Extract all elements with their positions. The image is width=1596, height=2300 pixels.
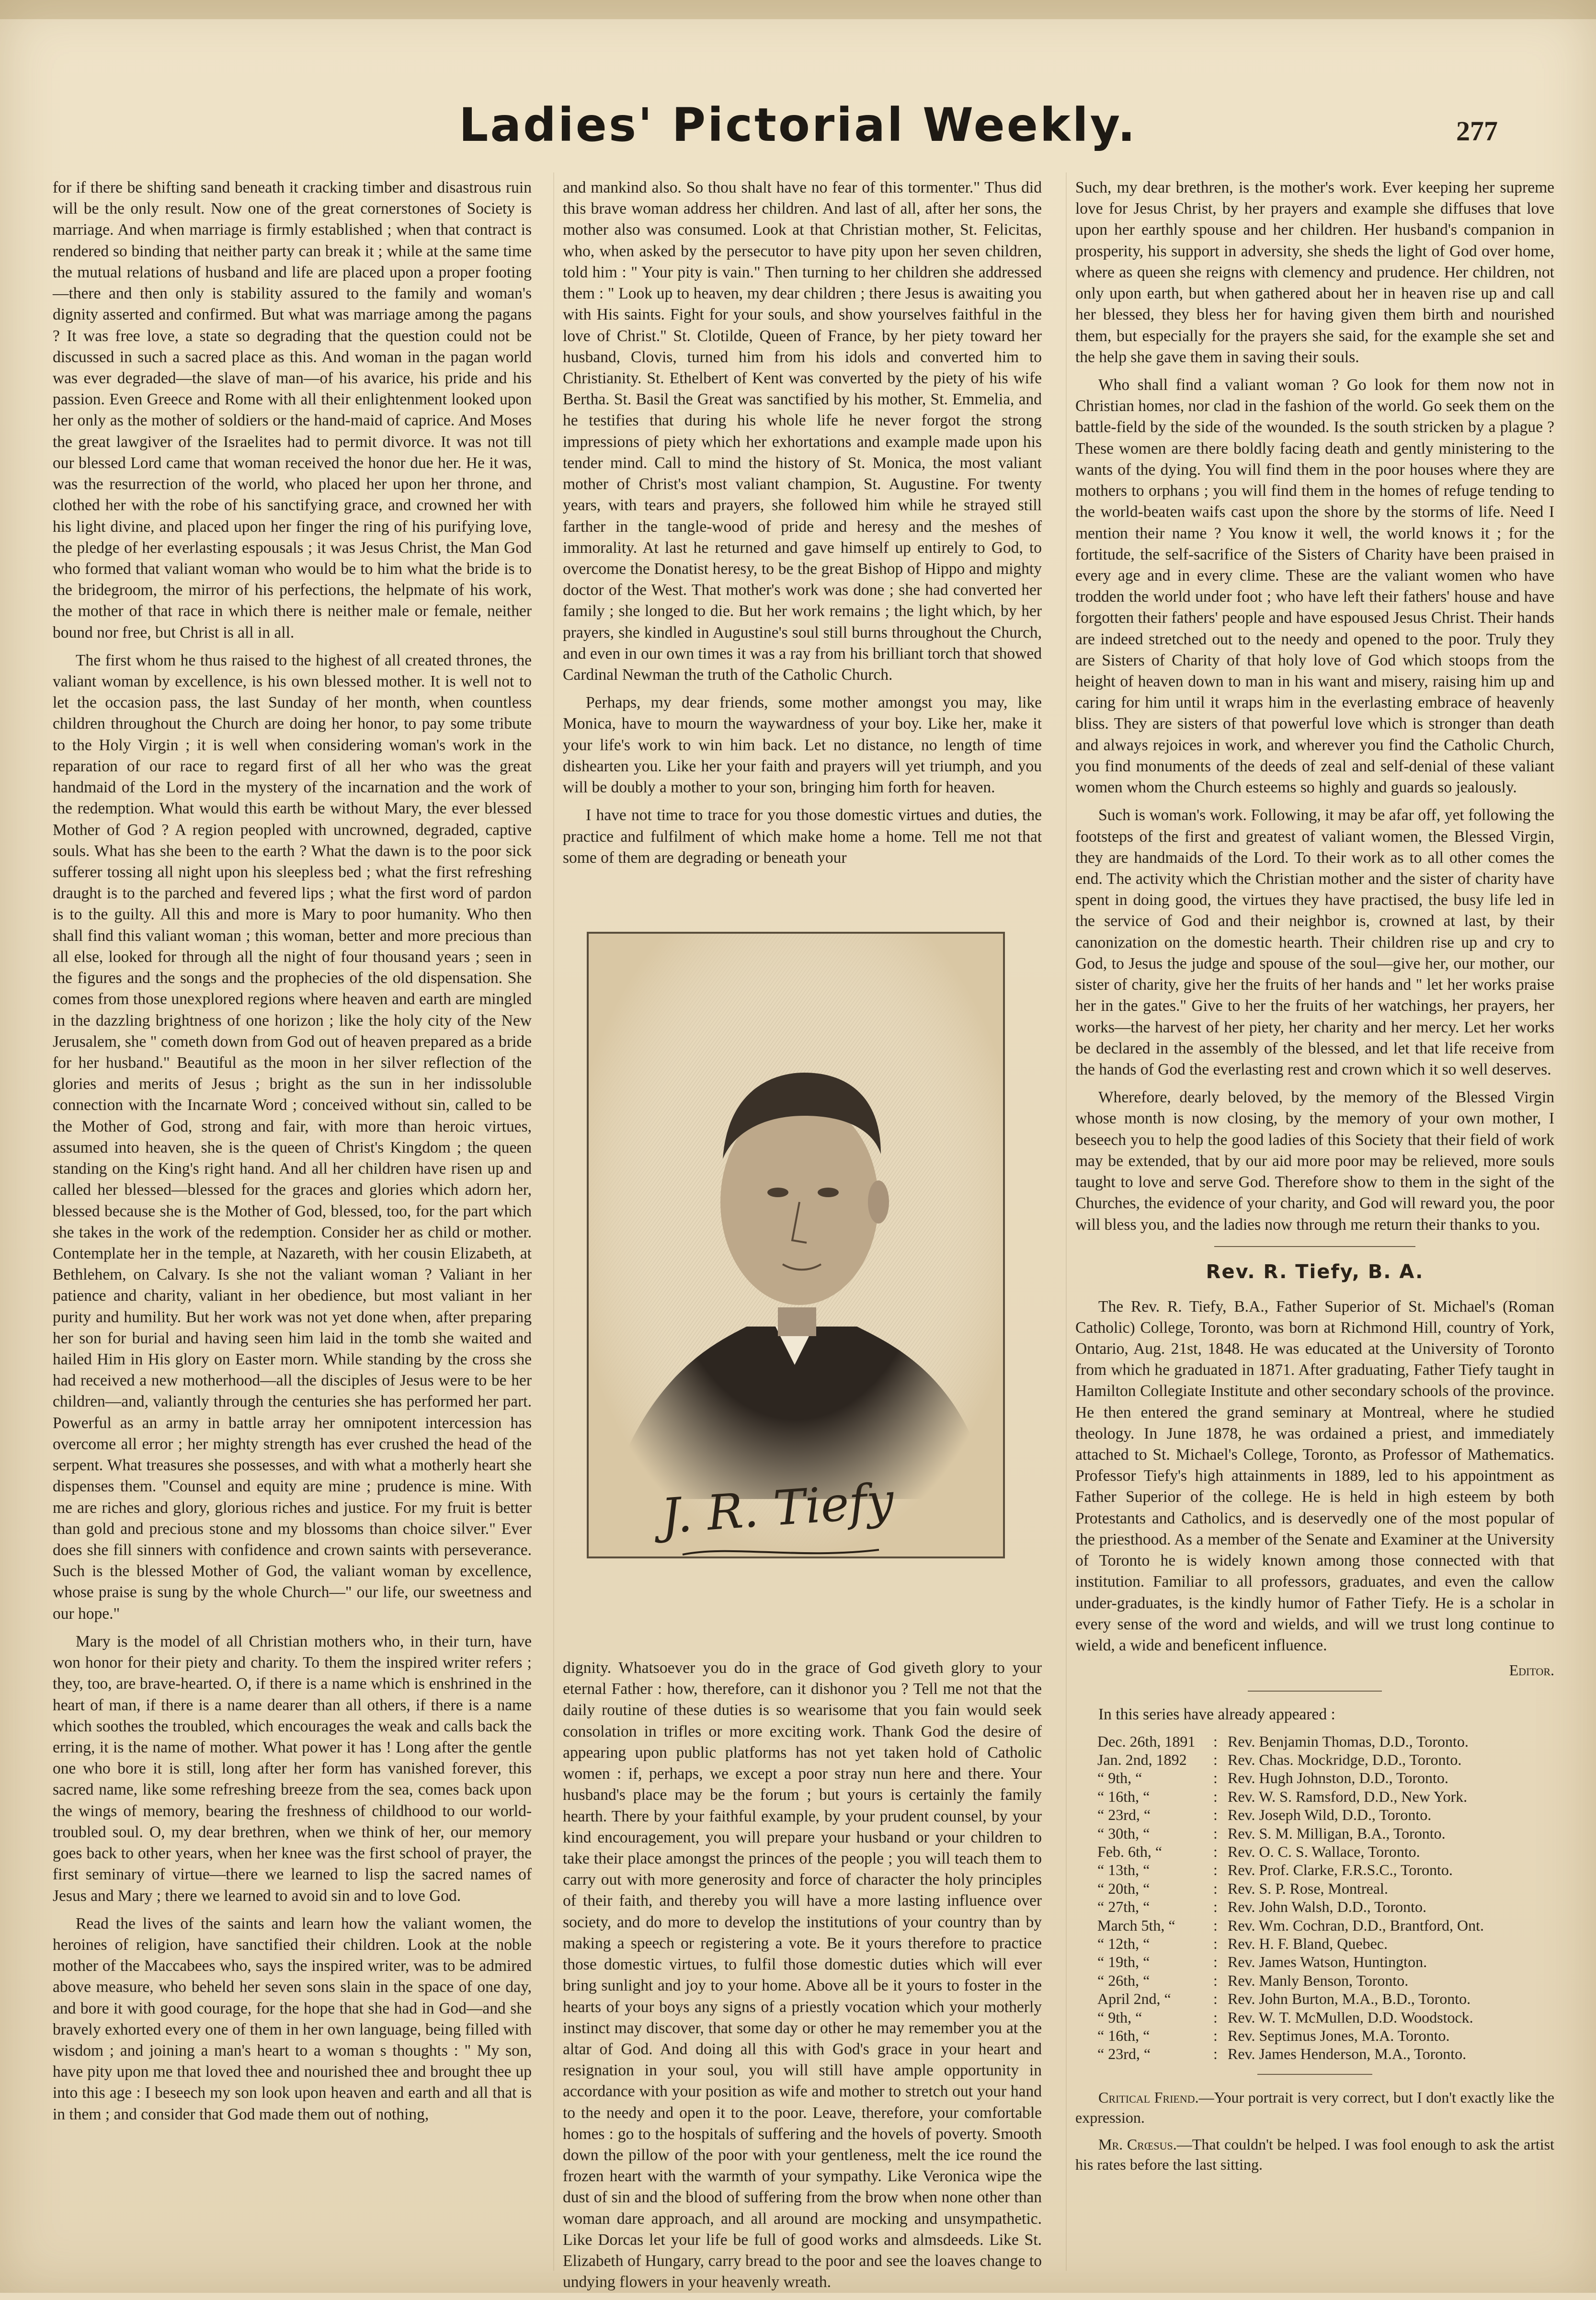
series-date: Feb. 6th, “ — [1097, 1843, 1163, 1861]
series-name: Rev. W. T. McMullen, D.D. Woodstock. — [1228, 2008, 1473, 2026]
series-separator: : — [1213, 2045, 1218, 2063]
paragraph: dignity. Whatsoever you do in the grace of God giveth glory to your eternal Father : how, therefore, can it dishonor you ? Tell me not that the daily routine of these duties is so wearisome that you fain would seek consolation in trifles or more exciting work. Thank God the desire of appearing upon public platforms has not yet taken hold of Catholic women : if, perhaps, we except a poor stray nun here and there. Your husband's place may be the forum ; but yours is certainly the family hearth. There by your faithful example, by your prudent counsel, by your kind encouragement, you will prepare your husband or your children to take their place amongst the princes of the people ; you will teach them to carry out with more generosity and force of character the holy principles of their faith, and thereby you will have a more lasting influence over society, and do more to develop the institutions of your country than by making a speech or registering a vote. Be it yours therefore to practice those domestic virtues, to fulfil those domestic duties which will ever bring sunlight and joy to your home. Above all be it yours to foster in the hearts of your boys any signs of a priestly vocation which your motherly instinct may discover, that some day or other he may remember you at the altar of God. And doing all this with God's grace in your heart and resignation in your soul, you will still have ample opportunity in accordance with your position as wife and mother to stretch out your hand to the needy and open it to the poor. Leave, therefore, your comfortable homes : go to the hospitals of suffering and the hovels of poverty. Smooth down the pillow of the poor with your gentleness, melt the ice round the frozen heart with the warmth of your sympathy. Like Veronica wipe the dust of sin and the blood of suffering from the brow when none other than woman dare approach, and all around are mocking and unsympathetic. Like Dorcas let your life be full of good works and almsdeeds. Like St. Elizabeth of Hungary, carry bread to the poor and see the loaves change to undying flowers in your heavenly wreath. — [563, 1659, 1042, 2291]
column-right — [1075, 177, 1554, 2182]
series-name: Rev. Prof. Clarke, F.R.S.C., Toronto. — [1228, 1861, 1453, 1879]
series-separator: : — [1213, 1953, 1218, 1971]
series-name: Rev. John Burton, M.A., B.D., Toronto. — [1228, 1990, 1471, 2008]
series-row — [1094, 1861, 1540, 1879]
series-row — [1094, 1879, 1540, 1898]
series-date: “ 26th, “ — [1097, 1971, 1150, 1989]
series-row — [1094, 1769, 1540, 1787]
paragraph: Mary is the model of all Christian mothers who, in their turn, have won honor for their piety and charity. To them the inspired writer refers ; they, too, are brave-hearted. O, if there is a name which is enshrined in the heart of man, if there is a name dearer than all others, if there is a name which soothes the troubled, which encourages the weak and calls back the erring, it is the name of mother. What power it has ! Long after the gentle one who bore it is still, long after her form has vanished forever, this sacred name, like some refreshing breeze from the sea, comes back upon the wings of memory, bearing the freshness of childhood to our world-troubled soul. O, my dear brethren, when we think of her, our memory goes back to other years, when her knee was the first school of prayer, the first seminary of virtue—there we learned to lisp the sacred names of Jesus and Mary ; there we learned to avoid sin and to love God. — [53, 1632, 532, 1905]
paragraph: I have not time to trace for you those domestic virtues and duties, the practice and fulfilment of which make home a home. Tell me not that some of them are degrading or beneath your — [563, 806, 1042, 867]
paragraph: Who shall find a valiant woman ? Go look for them now not in Christian homes, nor clad in the fashion of the world. Go seek them on the battle-field by the side of the wounded. Is the south stricken by a plague ? These women are there boldly facing death and gently ministering to the wants of the dying. You will find them in the poor houses where they are mothers to orphans ; you will find them in the homes of refuge tending to the world-beaten waifs cast upon the shore by the storms of life. Need I mention their name ? You know it well, the world knows it ; for the fortitude, the self-sacrifice of the Sisters of Charity have been praised in every age and in every clime. These are the valiant women who have trodden the world under foot ; who have left their fathers' house and have forgotten their fathers' people and have espoused Jesus Christ. Their hands are indeed stretched out to the needy and opened to the poor. Truly they are Sisters of Charity of that holy love of God which stoops from the height of heaven down to man in his want and misery, raising him up and caring for him until it wraps him in the everlasting embrace of heavenly bliss. They are sisters of that powerful love which is stronger than death and always rejoices in work, and wherever you find the Catholic Church, you find monuments of the deeds of zeal and self-denial of these valiant women whom the Church esteems so highly and guards so jealously. — [1075, 376, 1554, 797]
portrait-signature: J. R. Tiefy — [659, 1472, 896, 1545]
paragraph: and mankind also. So thou shalt have no fear of this tormenter." Thus did this brave woman address her children. And last of all, after her sons, the mother also was consumed. Look at that Christian mother, St. Felicitas, who, when asked by the persecutor to have pity upon her seven children, told him : " Your pity is vain." Then turning to her children she addressed them : " Look up to heaven, my dear children ; there Jesus is awaiting you with His saints. Fight for your souls, and show yourselves faithful in the love of Christ." St. Clotilde, Queen of France, by her piety toward her husband, Clovis, turned him from his idols and converted him to Christianity. St. Ethelbert of Kent was converted by the piety of his wife Bertha. St. Basil the Great was sanctified by his mother, St. Emmelia, and he testifies that during his whole life he never forgot the strong impressions of piety which her exhortations and example made upon his tender mind. Call to mind the history of St. Monica, the most valiant mother of Christ's most valiant champion, St. Augustine. For twenty years, with tears and prayers, she followed him while he strayed still farther in the tangle-wood of pride and heresy and the meshes of immorality. At last he returned and gave himself up entirely to God, to overcome the Donatist heresy, to be the great Bishop of Hippo and mighty doctor of the West. That mother's work was done ; she had converted her family ; she longed to die. But her work remains ; the light which, by her prayers, she kindled in Augustine's soul still burns throughout the Church, and even in our own times it was a ray from his brilliant torch that showed Cardinal Newman the truth of the Catholic Church. — [563, 179, 1042, 684]
portrait-engraving — [587, 932, 1005, 1558]
signature-flourish — [680, 1543, 881, 1562]
series-date: “ 16th, “ — [1097, 1787, 1150, 1805]
series-name: Rev. James Henderson, M.A., Toronto. — [1228, 2045, 1467, 2063]
series-separator: : — [1213, 1879, 1218, 1897]
series-date: “ 12th, “ — [1097, 1934, 1150, 1952]
series-row — [1094, 1916, 1540, 1934]
section-divider — [1257, 2074, 1372, 2075]
column-left — [53, 177, 532, 2132]
series-row — [1094, 1990, 1540, 2008]
column-rule — [553, 172, 554, 2271]
series-name: Rev. Wm. Cochran, D.D., Brantford, Ont. — [1228, 1916, 1484, 1934]
masthead-title: Ladies' Pictorial Weekly. — [459, 98, 1137, 152]
series-name: Rev. S. P. Rose, Montreal. — [1228, 1879, 1388, 1897]
series-date: “ 30th, “ — [1097, 1824, 1150, 1842]
bio-paragraph: The Rev. R. Tiefy, B.A., Father Superior of St. Michael's (Roman Catholic) College, Toronto, was born at Richmond Hill, country of York, Ontario, Aug. 21st, 1848. He was educated at the University of Toronto from which he graduated in 1871. After graduating, Father Tiefy taught in Hamilton Collegiate Institute and other secondary schools of the province. He then entered the grand seminary at Montreal, where he studied theology. In June 1878, he was ordained a priest, and immediately attached to St. Michael's College, Toronto, as Professor of Mathematics. Professor Tiefy's high attainments in 1889, led to his appointment as Father Superior of the college. He is held in high esteem by both Protestants and Catholics, and is deservedly one of the most popular of the priesthood. As a member of the Senate and Examiner at the University of Toronto he is widely known among those connected with that institution. Familiar to all professors, graduates, and even the callow under-graduates, is the kindly humor of Father Tiefy. He is a scholar in every sense of the word and wields, and will we trust long continue to wield, a wide and beneficent influence. — [1075, 1297, 1554, 1655]
series-separator: : — [1213, 1916, 1218, 1934]
top-margin — [0, 0, 1596, 19]
page-number: 277 — [1456, 115, 1498, 147]
series-name: Rev. Joseph Wild, D.D., Toronto. — [1228, 1806, 1432, 1824]
series-name: Rev. W. S. Ramsford, D.D., New York. — [1228, 1787, 1468, 1805]
footnote-text: —Your portrait is very correct, but I don't exactly like the expression. — [1075, 2088, 1555, 2126]
series-row — [1094, 1824, 1540, 1842]
series-date: Dec. 26th, 1891 — [1097, 1732, 1196, 1750]
series-separator: : — [1213, 1898, 1218, 1916]
series-date: “ 23rd, “ — [1097, 1806, 1151, 1824]
series-date: “ 13th, “ — [1097, 1861, 1150, 1879]
series-date: Jan. 2nd, 1892 — [1097, 1751, 1187, 1769]
series-date: “ 16th, “ — [1097, 2026, 1150, 2044]
paragraph: The first whom he thus raised to the highest of all created thrones, the valiant woman by excellence, is his own blessed mother. It is well not to let the occasion pass, the last Sunday of her month, when countless children throughout the Church are doing her honor, to pay some tribute to the Holy Virgin ; it is well when considering woman's work in the reparation of our race to regard first of all her who was the great handmaid of the Lord in the mystery of the incarnation and the work of the redemption. What would this earth be without Mary, the ever blessed Mother of God ? A region peopled with uncrowned, degraded, captive souls. What has she been to the earth ? What the dawn is to the poor sick sufferer tossing all night upon his sleepless bed ; what the first refreshing draught is to the parched and fevered lips ; what the first word of pardon is to the guilty. All this and more is Mary to poor humanity. Who then shall find this valiant woman ; this woman, better and more precious than all else, looked for through all the night of four thousand years ; seen in the figures and the songs and the prophecies of the old dispensation. She comes from those unexplored regions where heaven and earth are mingled in the dazzling brightness of one horizon ; like the holy city of the New Jerusalem, she " cometh down from God out of heaven prepared as a bride for her husband." Beautiful as the moon in her silver reflection of the glories and merits of Jesus ; bright as the sun in her indissoluble connection with the Incarnate Word ; conceived without sin, called to be the Mother of God, strong and fair, with more than heroic virtues, assumed into heaven, she is the queen of Christ's Kingdom ; the queen standing on the King's right hand. And all her children have risen up and called her blessed—blessed for the graces and glories which adorn her, blessed because she is the Mother of God, blessed, too, for the part which she takes in the work of the redemption. Consider her as child or mother. Contemplate her in the temple, at Nazareth, with her cousin Elizabeth, at Bethlehem, on Calvary. Is she not the valiant woman ? Valiant in her patience and charity, valiant in her obedience, but most valiant in her purity and humility. But her work was not yet done when, after preparing her son for burial and having seen him laid in the tomb she waited and hailed Him in His glory on Easter morn. While standing by the cross she had received a new motherhood—all the disciples of Jesus were to be her children—and, valiantly through the centuries she has performed her part. Powerful as an army in battle array her omnipotent intercession has overcome all error ; her mighty strength has ever crushed the head of the serpent. What treasures she possesses, and with what a motherly heart she dispenses them. "Counsel and equity are mine ; prudence is mine. With me are riches and glory, glorious riches and justice. For my fruit is better than gold and precious stone and my blossoms than choice silver." Ever does she fill sinners with confidence and crown saints with perseverance. Such is the blessed Mother of God, the valiant woman by excellence, whose praise is sung by the whole Church—" our life, our sweetness and our hope." — [53, 651, 532, 1623]
series-row — [1094, 1971, 1540, 1990]
portrait-illustration — [589, 934, 1003, 1556]
series-date: “ 20th, “ — [1097, 1879, 1150, 1897]
series-separator: : — [1213, 2008, 1218, 2026]
footnote-block — [1075, 2087, 1554, 2175]
series-row — [1094, 2045, 1540, 2063]
footnote-text: —That couldn't be helped. I was fool enough to ask the artist his rates before the last sitting. — [1075, 2136, 1555, 2174]
footnote-speaker: Critical Friend. — [1098, 2088, 1199, 2106]
series-row — [1094, 1732, 1540, 1751]
series-name: Rev. Manly Benson, Toronto. — [1228, 1971, 1409, 1989]
series-separator: : — [1213, 1824, 1218, 1842]
series-name: Rev. H. F. Bland, Quebec. — [1228, 1934, 1388, 1952]
series-separator: : — [1213, 1861, 1218, 1879]
series-date: “ 9th, “ — [1097, 2008, 1142, 2026]
series-row — [1094, 2008, 1540, 2026]
column-rule — [1066, 172, 1067, 2271]
paragraph: Such is woman's work. Following, it may be afar off, yet following the footsteps of the first and greatest of valiant women, the Blessed Virgin, they are handmaids of the Lord. To their work as to all other comes the end. The activity which the Christian mother and the sister of charity have spent in doing good, the virtues they have practised, the busy life led in the service of God and their neighbor is, crowned at last, by their canonization on the domestic hearth. Their children rise up and cry to God, to Jesus the judge and spouse of the soul—give her, our mother, our sister of charity, give her the fruits of her hands and " let her works praise her in the gates." Give to her the fruits of her watchings, her prayers, her works—the harvest of her piety, her charity and her mercy. Let her works be declared in the assembly of the blessed, and let that life receive from the hands of God the everlasting rest and crown which it so well deserves. — [1075, 806, 1554, 1078]
series-separator: : — [1213, 1751, 1218, 1769]
series-name: Rev. Hugh Johnston, D.D., Toronto. — [1228, 1769, 1448, 1787]
series-name: Rev. O. C. S. Wallace, Toronto. — [1228, 1843, 1420, 1861]
series-row — [1094, 1787, 1540, 1806]
series-separator: : — [1213, 1971, 1218, 1989]
footnote-speaker: Mr. Crœsus. — [1098, 2136, 1177, 2153]
series-date: “ 19th, “ — [1097, 1953, 1150, 1971]
bio-heading: Rev. R. Tiefy, B. A. — [1206, 1260, 1424, 1283]
series-name: Rev. Benjamin Thomas, D.D., Toronto. — [1228, 1732, 1469, 1750]
column-middle-bottom — [563, 1658, 1042, 2300]
series-name: Rev. James Watson, Huntington. — [1228, 1953, 1427, 1971]
section-divider — [1214, 1246, 1415, 1247]
section-divider — [1248, 1691, 1382, 1692]
paragraph: Such, my dear brethren, is the mother's work. Ever keeping her supreme love for Jesus Christ, by her prayers and example she diffuses that love upon her earthly spouse and her children. Her husband's companion in prosperity, his support in adversity, she sheds the light of God over home, where as queen she reigns with clemency and prudence. Her children, not only upon earth, but when gathered about her in heaven rise up and call her blessed, they bless her for having given them birth and nourished them, but especially for the prayers she said, for the example she set and the help she gave them in saving their souls. — [1075, 179, 1554, 366]
series-name: Rev. Septimus Jones, M.A. Toronto. — [1228, 2026, 1450, 2044]
series-intro: In this series have already appeared : — [1098, 1705, 1335, 1724]
footnote-2 — [1075, 2134, 1554, 2174]
series-name: Rev. John Walsh, D.D., Toronto. — [1228, 1898, 1427, 1916]
series-separator: : — [1213, 1769, 1218, 1787]
series-separator: : — [1213, 2026, 1218, 2044]
series-separator: : — [1213, 1843, 1218, 1861]
series-row — [1094, 1898, 1540, 1916]
paragraph: Perhaps, my dear friends, some mother amongst you may, like Monica, have to mourn the waywardness of your boy. Like her, make it your life's work to win him back. Let no distance, no length of time dishearten you. Like her your faith and prayers will yet triumph, and you will be doubly a mother to your son, bringing him forth for heaven. — [563, 694, 1042, 797]
series-row — [1094, 2026, 1540, 2045]
series-name: Rev. Chas. Mockridge, D.D., Toronto. — [1228, 1751, 1462, 1769]
series-name: Rev. S. M. Milligan, B.A., Toronto. — [1228, 1824, 1446, 1842]
series-row — [1094, 1806, 1540, 1824]
series-separator: : — [1213, 1787, 1218, 1805]
series-row — [1094, 1953, 1540, 1971]
series-date: “ 9th, “ — [1097, 1769, 1142, 1787]
column-middle-top — [563, 177, 1042, 875]
series-date: “ 23rd, “ — [1097, 2045, 1151, 2063]
series-date: April 2nd, “ — [1097, 1990, 1171, 2008]
footnote-1 — [1075, 2087, 1554, 2128]
series-date: “ 27th, “ — [1097, 1898, 1150, 1916]
series-separator: : — [1213, 1990, 1218, 2008]
paragraph: for if there be shifting sand beneath it cracking timber and disastrous ruin will be the only result. Now one of the great cornerstones of Society is marriage. And when marriage is firmly established ; when that contract is rendered so binding that neither party can break it ; while at the same time the mutual relations of husband and life are placed upon a proper footing—there and then only is stability assured to the family and woman's dignity asserted and confirmed. But what was marriage among the pagans ? It was free love, a state so degrading that the question could not be discussed in such a sacred place as this. And woman in the pagan world was ever degraded—the slave of man—of his avarice, his pride and his passion. Even Greece and Rome with all their enlightenment looked upon her only as the mother of soldiers or the hand-maid of caprice. And Moses the great lawgiver of the Israelites had to permit divorce. It was not till our blessed Lord came that woman received the honor due her. He it was, was the resurrection of the world, who placed her upon her throne, and clothed her with the robe of his sanctifying grace, and crowned her with his light divine, and placed upon her finger the ring of his purifying love, the pledge of her everlasting espousals ; it was Jesus Christ, the Man God who formed that valiant woman who would be to him what the bride is to the bridegroom, the mirror of his perfections, the helpmate of his work, the mother of that race in which there is neither male or female, neither bound nor free, but Christ is all in all. — [53, 179, 532, 641]
editor-signature: Editor. — [1509, 1661, 1554, 1679]
series-separator: : — [1213, 1732, 1218, 1750]
series-row — [1094, 1842, 1540, 1861]
series-row — [1094, 1934, 1540, 1953]
series-table — [1094, 1732, 1540, 2063]
series-date: March 5th, “ — [1097, 1916, 1175, 1934]
series-row — [1094, 1751, 1540, 1769]
series-separator: : — [1213, 1806, 1218, 1824]
paragraph: Wherefore, dearly beloved, by the memory of the Blessed Virgin whose month is now closing, by the memory of your own mother, I beseech you to help the good ladies of this Society that their field of work may be extended, that by our aid more poor may be relieved, more souls taught to love and serve God. Therefore show to them in the sight of the Churches, the evidence of your charity, and God will reward you, the poor will bless you, and the ladies now through me return their thanks to you. — [1075, 1088, 1554, 1234]
paragraph: Read the lives of the saints and learn how the valiant women, the heroines of religion, have sanctified their children. Look at the noble mother of the Maccabees who, says the inspired writer, was to be admired above measure, who beheld her seven sons slain in the space of one day, and bore it with good courage, for the hope that she had in God—and she bravely exhorted every one of them in her own language, being filled with wisdom ; and joining a man's heart to a woman s thoughts : " My son, have pity upon me that loved thee and nourished thee and brought thee up into this age : I beseech my son look upon heaven and earth and all that is in them ; and consider that God made them out of nothing, — [53, 1914, 532, 2123]
series-separator: : — [1213, 1934, 1218, 1952]
